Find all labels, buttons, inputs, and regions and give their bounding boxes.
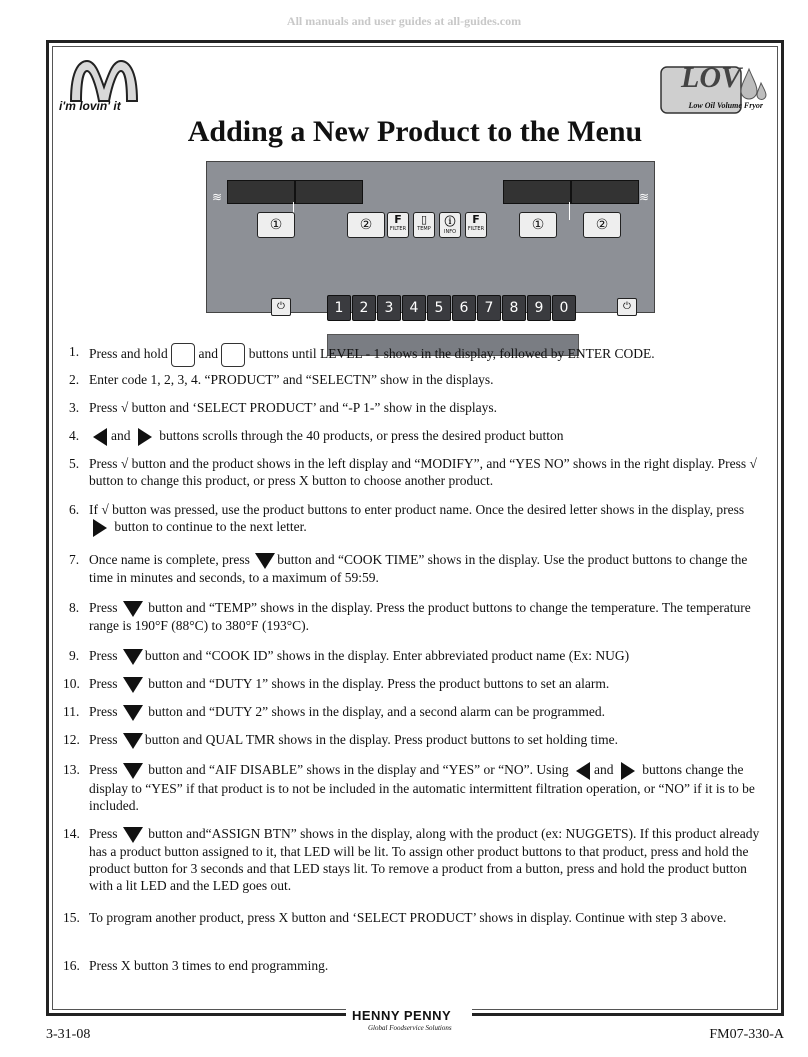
product-label-row [327, 322, 577, 332]
display-left-b [295, 180, 363, 204]
product-label-0: - + [559, 322, 567, 328]
product-button-8[interactable]: 8 [502, 295, 526, 321]
right-two-button[interactable]: ② [583, 212, 621, 238]
product-button-1[interactable]: 1 [327, 295, 351, 321]
product-button-4[interactable]: 4 [402, 295, 426, 321]
left-one-button[interactable]: ① [257, 212, 295, 238]
down-arrow-icon [123, 827, 143, 843]
mcdonalds-tagline: i'm lovin' it [59, 99, 121, 113]
product-button-row [327, 295, 577, 321]
down-arrow-icon [123, 677, 143, 693]
left-two-button[interactable]: ② [347, 212, 385, 238]
info-icon [221, 343, 245, 367]
product-button-9[interactable]: 9 [527, 295, 551, 321]
temp-button[interactable]: ▯ TEMP [413, 212, 435, 238]
heat-icon-left: ≋ [212, 190, 223, 204]
down-arrow-icon [123, 705, 143, 721]
display-left-a [227, 180, 295, 204]
product-button-3[interactable]: 3 [377, 295, 401, 321]
lov-subtitle: Low Oil Volume Fryor [688, 101, 763, 110]
footer-code: FM07-330-A [709, 1027, 784, 1042]
power-button-left-key[interactable]: ⏻ [271, 298, 291, 316]
product-label-9: YZ- [533, 322, 543, 328]
left-arrow-icon [576, 762, 590, 780]
product-button-5[interactable]: 5 [427, 295, 451, 321]
fryer-control-panel [206, 161, 655, 328]
product-label-1: ABC [332, 322, 344, 328]
down-arrow-icon [123, 733, 143, 749]
footer-date: 3-31-08 [46, 1027, 91, 1042]
heat-icon-right: ≋ [638, 190, 649, 204]
down-arrow-icon [123, 601, 143, 617]
right-one-button[interactable]: ① [519, 212, 557, 238]
display-right-b [571, 180, 639, 204]
right-arrow-icon [138, 428, 152, 446]
product-label-7: STU [483, 322, 493, 328]
temp-icon [171, 343, 195, 367]
product-button-6[interactable]: 6 [452, 295, 476, 321]
watermark: All manuals and user guides at all-guides.com [286, 14, 522, 28]
down-arrow-icon [123, 649, 143, 665]
product-button-2[interactable]: 2 [352, 295, 376, 321]
down-arrow-icon [123, 763, 143, 779]
power-button-right-key[interactable]: ⏻ [617, 298, 637, 316]
product-label-5: MNO [432, 322, 444, 328]
filter-button-right[interactable]: F FILTER [465, 212, 487, 238]
product-label-2: DEF [358, 322, 368, 328]
page-title: Adding a New Product to the Menu [187, 115, 643, 148]
down-arrow-icon [255, 553, 275, 569]
product-label-3: GHI [383, 322, 393, 328]
lov-wordmark: LOV [681, 61, 741, 94]
right-arrow-icon [621, 762, 635, 780]
product-button-7[interactable]: 7 [477, 295, 501, 321]
filter-button-left[interactable]: F FILTER [387, 212, 409, 238]
product-label-8: VWX [507, 322, 519, 328]
product-label-4: JKL [409, 322, 417, 328]
product-label-6: PQR [457, 322, 469, 328]
left-arrow-icon [93, 428, 107, 446]
display-right-a [503, 180, 571, 204]
page-frame: i'm lovin' it LOV Low Oil Volume Fryor Adding a New Product to the Menu ≋ ≋ ① ② ① ② F FILTER ▯ TEMP ⓘ INFO F FILTER ⏻ ⏻ 1 2 3 4 5 6 7 8 9 0 ABC DEF GHI JKL MNO PQR STU VWX YZ- - + 1. Press and hold and buttons until LEVEL - 1 shows in the display, followed by ENTER CODE. 2. Enter code 1, 2, 3, 4. “PRODUCT” and “SELECTN” show in the displays. 3. Press √ button and ‘SELECT PRODUCT’ and “-P 1-” show in the displays. 4. and buttons scrolls through the 40 products, or press the desired product button 5. Press √ button and the product shows in the left display and “MODIFY”, and “YES NO” shows in the right display. Press √ button to change this product, or press X button to choose another product. 6. If √ button was pressed, use the product buttons to enter product name. Once the desired letter shows in the display, press button to continue to the next letter. 7. Once name is complete, press button and “COOK TIME” shows in the display. Use the product buttons to change the time in minutes and seconds, to a maximum of 59:59. 8. Press button and “TEMP” shows in the display. Press the product buttons to change the temperature. The temperature range is 190°F (88°C) to 380°F (193°C). 9. Press button and “COOK ID” shows in the display. Enter abbreviated product name (Ex: NUG) 10. Press button and “DUTY 1” shows in the display. Press the product buttons to set an alarm. 11. Press button and “DUTY 2” shows in the display, and a second alarm can be programmed. 12. Press button and QUAL TMR shows in the display. Press product buttons to set holding time. 13. Press button and “AIF DISABLE” shows in the display and “YES” or “NO”. Using and buttons change the display to “YES” if that product is to not be included in the automatic intermittent filtration operation, or “NO” if it is to be included. 14. Press button and“ASSIGN BTN” shows in the display, along with the product (ex: NUGGETS). If this product already has a product button assigned to it, that LED will be lit. To assign other product buttons to that product, press and hold the product button for 3 seconds and that LED stays lit. To remove a product from a button, press and hold the product button with a lit LED and the LED goes out. 15. To program another product, press X button and ‘SELECT PRODUCT’ shows in display. Continue with step 3 above. 16. Press X button 3 times to end programming. [46, 40, 784, 1016]
product-button-0[interactable]: 0 [552, 295, 576, 321]
info-button[interactable]: ⓘ INFO [439, 212, 461, 238]
henny-penny-logo: HENNY PENNY Global Foodservice Solutions [346, 1006, 472, 1040]
right-arrow-icon [93, 519, 107, 537]
